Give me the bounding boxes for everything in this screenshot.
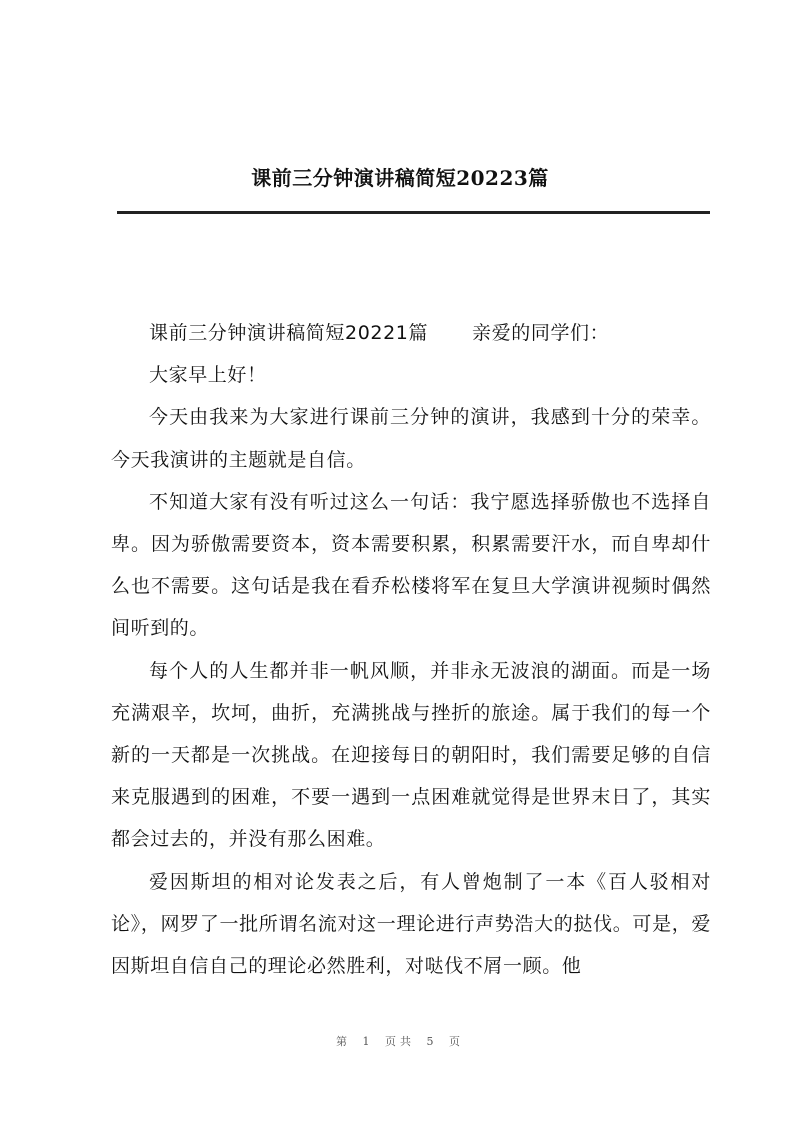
paragraph: 爱因斯坦的相对论发表之后，有人曾炮制了一本《百人驳相对论》，网罗了一批所谓名流对这一理论进行声势浩大的挞伐。可是，爱因斯坦自信自己的理论必然胜利，对哒伐不屑一顾。他: [111, 870, 711, 978]
footer-page-label: 第: [336, 1035, 351, 1048]
paragraph: 每个人的人生都并非一帆风顺，并非永无波浪的湖面。而是一场充满艰辛，坎坷，曲折，充满挑战与挫折的旅途。属于我们的每一个新的一天都是一次挑战。在迎接每日的朝阳时，我们需要足够的自信来克服遇到的困难，不要一遇到一点困难就觉得是世界末日了，其实都会过去的，并没有那么困难。: [111, 659, 711, 851]
document-subtitle: 课前三分钟演讲稿简短20221篇: [149, 322, 429, 344]
page-footer: [0, 1033, 800, 1049]
paragraph: 今天由我来为大家进行课前三分钟的演讲，我感到十分的荣幸。今天我演讲的主题就是自信。: [111, 406, 711, 471]
footer-total-label: 页共: [385, 1035, 415, 1048]
footer-total-pages: 5: [426, 1035, 438, 1048]
document-body: [111, 312, 711, 987]
greeting: 亲爱的同学们：: [472, 322, 610, 344]
paragraph: 不知道大家有没有听过这么一句话：我宁愿选择骄傲也不选择自卑。因为骄傲需要资本，资本需要积累，积累需要汗水，而自卑却什么也不需要。这句话是我在看乔松楼将军在复旦大学演讲视频时偶然间听到的。: [111, 490, 711, 640]
footer-page-suffix: 页: [449, 1035, 464, 1048]
first-line: [111, 312, 711, 354]
footer-page-number: 1: [362, 1035, 374, 1048]
title-underline: [117, 211, 710, 214]
page-title: 课前三分钟演讲稿简短20223篇: [251, 166, 549, 190]
paragraph: 大家早上好！: [149, 364, 267, 387]
